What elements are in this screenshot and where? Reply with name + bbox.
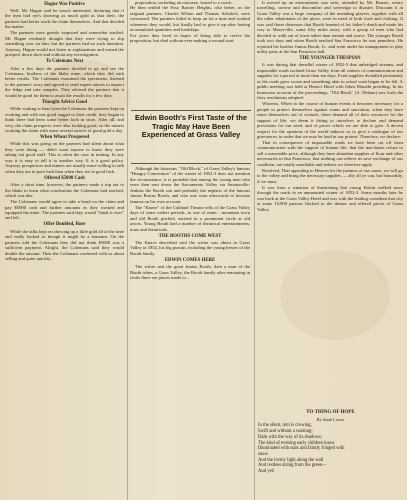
poem-byline: By Sarah Lowry — [316, 416, 345, 422]
headline: Edwin Booth's First Taste of the Tragic May Have Been Experienced at Grass Valley — [134, 113, 248, 140]
paragraph: Well, Mr. Hague said he wasn't interested, declaring that if the men had rye's showing as much gold as that their, the partners had better work the claim themselves. And that decided the matter. — [5, 7, 124, 30]
subhead: THE BOOTHS COME WEST — [158, 233, 222, 239]
paragraph: The partners were greatly surprised and somewhat startled. Mr. Hague evidently thought that they were trying to slip something over on him, but the partners had no such intention. Anyway, Hague would not listen to explanations and turned the prospect down short and without any investigation. — [5, 30, 124, 58]
poem-line: And the lovely light along the wall — [258, 457, 324, 463]
column-middle-top — [130, 0, 250, 108]
paragraph: While waiting to hear from the Colemans the partners kept on working and with one good nugget to their credit, they began to think there had been some better luck in store. After all, and very, the claim prospects were also looking good, so the miners working the claim with some several ounces of good gold a day. — [5, 106, 124, 134]
paragraph: The Knave described said the writer was about in Grass Valley in 1852, his big pursuit, including the young heroes of the Booth family. — [130, 239, 250, 256]
subhead: THE YOUNGER THESPIAN — [299, 56, 361, 62]
poem-line: snow. — [258, 451, 269, 457]
poem-line: And yet! — [258, 469, 275, 475]
subhead: Thought Advice Good — [41, 99, 88, 105]
poem-line: Illuminated with stars and faintly fringed with — [258, 446, 345, 452]
paragraph: The writer and the great Junius Booth, then a man of the Booth tribes, a Grass Valley, the Booth family after remaining in rivals there are places made to... — [130, 264, 250, 281]
subhead: Offer Doubled, Rose — [43, 222, 86, 228]
paragraph: After a short time, however, the partners made a trip out to the Idaho to learn what conclusions the Colemans had reached, which was this: — [5, 182, 124, 199]
poem-line: In the silent, tom is crowing, — [258, 423, 312, 429]
poem-line: Dark with the way of its shadows; — [258, 434, 323, 440]
lead-paragraph: Although the historian, "Old Block," of Grass Valley's famous "Hungry Convention" of the winter of 1852-3 does not mention the circumstance, it is probable that among the young men who were then sent down the Sacramento Valley via Smartsville-Jenkins the Booth son and probably the nephew of the famous Junius Brutus Booth, and who was soon afterwards to become famous on his own account. — [130, 166, 250, 204]
poem — [258, 410, 403, 475]
paragraph: It moved up an environment was seen, attended by Mr. Barnes, weary travelling, sorrow and discomfort and sovereign to disaster. Discount it at Grass Valley was a large company of the unending players, together with all the other inhabitants of the place, were in need of both food and clothing. It was said those distresses that Booth learned of his father's death and made his way to Marysville, some fifty miles away, with a group of men who had decided to walk out of town rather than remain and starve. The younger Booth took two days and when Booth reached San Francisco he was penniless. He rejoined his brother Junius Booth, Jr., and went under his management to play utility parts at the San Francisco hall. — [257, 0, 403, 55]
paragraph: It was from a situation of threatening that young Edwin walked more through the roads in an unmounted winter of 1852-3. Some months later he was back at the Grass Valley Hotel and was with the leading comedian that city at some 10,000 patrons flocked to the theater and offered prices of Grass Valley. — [257, 184, 403, 212]
poem-line: And restless sizing from the green— — [258, 463, 327, 469]
paragraph: The "Knave" of the Cubland Theatre tells of the Grass Valley days of some earlier periods, as one of mine... mountain town and old Booth pitched, entered in a prominent circle at old actors. Young Booth had a number of theatrical entertainments, tours and theatricals. — [130, 204, 250, 232]
column-middle-lower — [130, 166, 250, 500]
paragraph: While the talks kept on showing up a little gold all of the time and really looked as though it might be a bonanza. On the partners told the Colemans they did not think $5000 was a sufficient payment. Alright, the Colemans said they would double the amount. Then the Colemans conferred with us about selling and quite quickly... — [5, 228, 124, 262]
paragraph: After a few days the partners decided to go and see the Colemans, brothers of the Idaho mine, which they did with better results. The Colemans examined the specimens, listened to the partners' story and agreed to send expert miners to inspect the ledge and take samples. They advised the partners that it would be good for them to await the results for a few days. — [5, 65, 124, 98]
paragraph: The Colemans would agree to take a bond on the claim and pay $5000 cash and further amounts as they worked and equipped the mine. The partners said they would "think it over" and left. — [5, 199, 124, 221]
paragraph: Resolved, That appealing to Heaven for the justness of our cause, we will go to the valley and bring the necessary supplies — ally all ye can, but honorably, if we must. — [257, 167, 403, 184]
column-left — [5, 0, 124, 500]
column-rule — [127, 0, 128, 500]
paragraph: That in consequence of impassable roads we have been cut off from communication with the support of human life; that the merchants refuse to sell a reasonable price, although they have abundant supplies of flour and other necessaries in San Francisco, that nothing can relieve us save exchange of our condition, are totally unreliable and redress we therefore apply. — [257, 140, 403, 167]
column-right — [257, 0, 403, 405]
paragraph: Whereas, When in the course of human events it becomes necessary for a people to protect themselves against wants and starvation, when they have eaten themselves out of victuals, there demand all of their resources for the support of life, we deem it fitting to ourselves to declare and demand provisions for our need, and of prices which we are able to give. A decent respect for the opinions of the world induces us to give a catalogue of our grievances, in order that we may be loud in our protest. Therefore, we declare: — [257, 101, 403, 139]
poem-line: The kind of evening early children know — [258, 440, 335, 446]
paragraph: proposition, including an outcome, leased to a coach. He then settled the Four Barrier Heights, also better, as the original partners, Charles Wilton and Thomas Schulich, were concerned. The partners failed to keep an for a time and worked whenever they would, but finally had to give it up after having accumulated quantities and hardships. For years they lived in hopes of being able to revive the proposition, but died without ever making a second start. — [130, 0, 250, 44]
paragraph: While this was going on the partners had silent about what they were doing — didn't want anyone to know they were taking out good stuff. This is often the case in mining. In any way it is easy to tell it to another way. It is a good policy. Anyway prospectors and miners are usually more willing to talk when they are in poor luck than when they are in good luck. — [5, 141, 124, 174]
headline-box — [131, 110, 251, 164]
subhead: When Wheat Prospered — [39, 135, 90, 141]
subhead: To Colemans Next — [45, 59, 84, 65]
poem-title: TO THING OF HOPE — [306, 410, 355, 415]
subhead: Offered $5000 Cash — [44, 175, 85, 181]
column-rule — [254, 0, 255, 500]
poem-line: Swift and without a warning; — [258, 429, 313, 435]
subhead: Hague Was Positive — [44, 1, 85, 7]
subhead: EDWIN COMES HERE — [164, 257, 216, 263]
paragraph: It was during that dreadful winter of 1852-3 that unbridged streams, and impassable roads isolated Grass Valley from all centers of communication and supplies for a period of more than ten days. Food supplies dwindled pertinently as the roads grew worse and something akin to actual want began to be felt. A public meeting was held at Hentz's Hotel with Johns Marathi presiding. In his humorous account of the proceedings, "Old Block" (A. Delano) sets forth the fiery resolutions adopted: — [257, 62, 403, 101]
